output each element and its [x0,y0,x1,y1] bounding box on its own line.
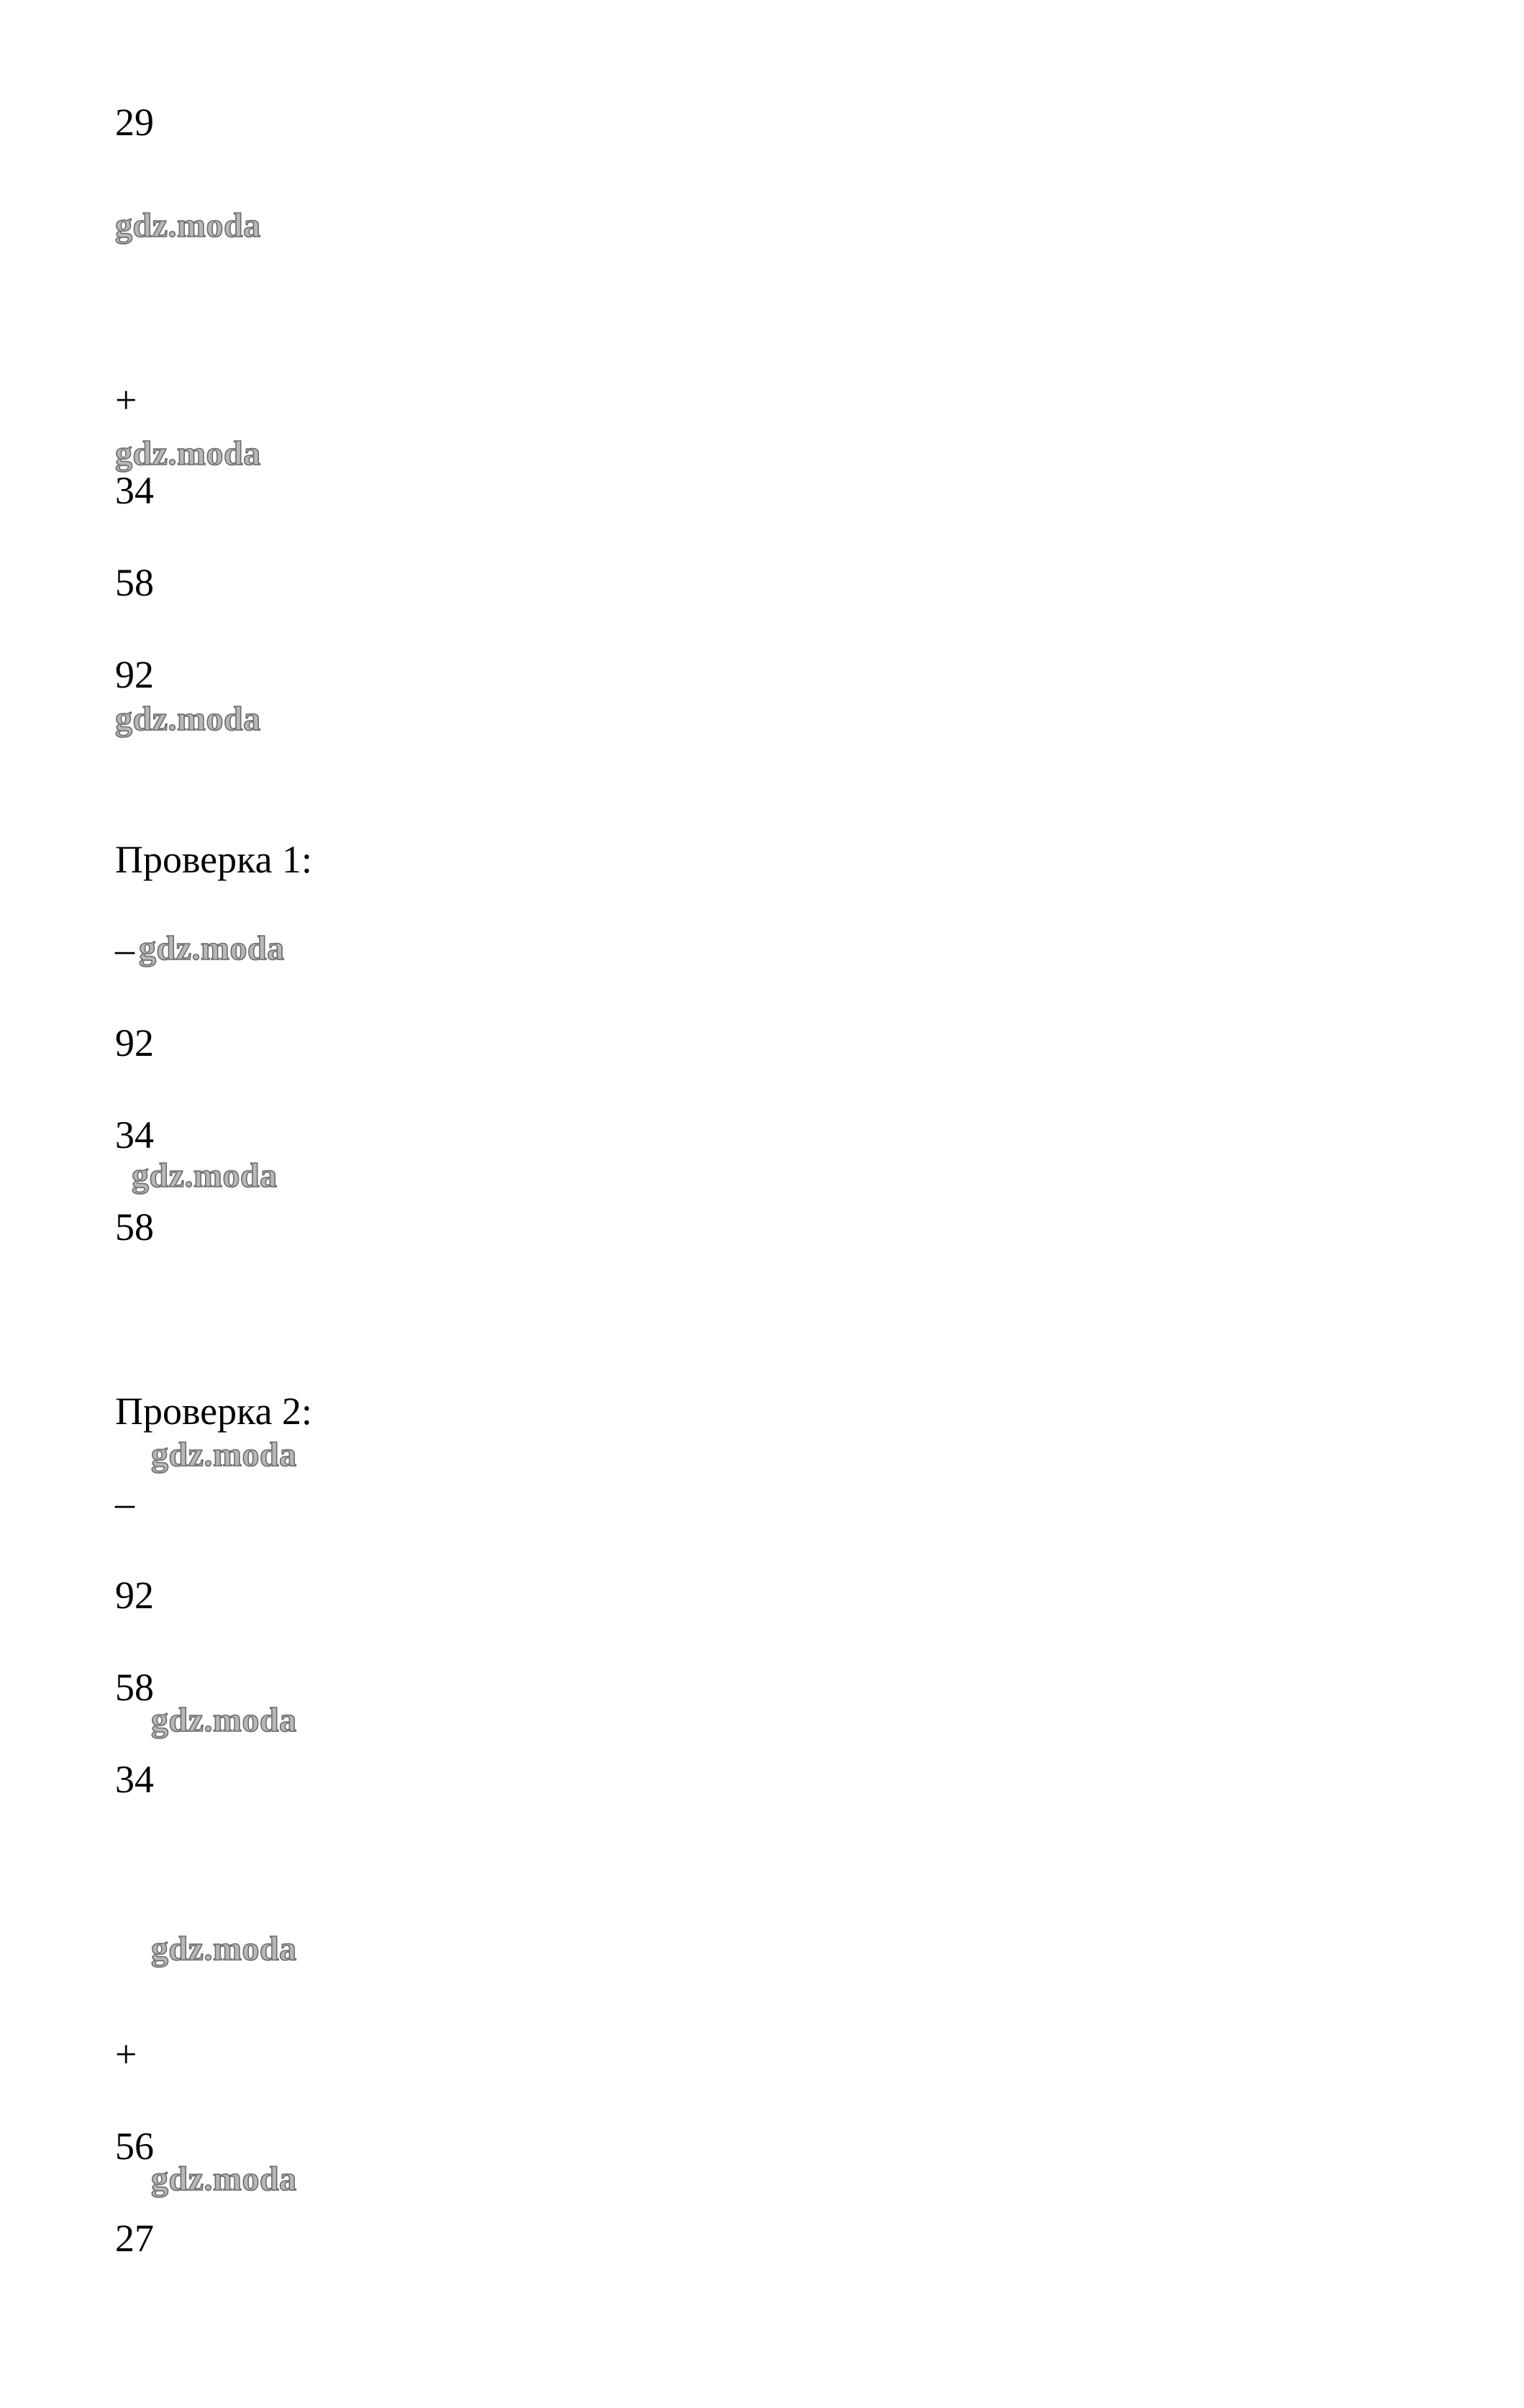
line-29: 29 [115,101,154,144]
watermark-logo: gdz.moda [151,1436,297,1474]
line-plus-sign: + [115,378,137,421]
watermark-logo: gdz.moda [151,2160,297,2198]
line-27: 27 [115,2217,154,2260]
check-2-heading: Проверка 2: [115,1390,313,1433]
watermark-logo: gdz.moda [151,1930,297,1968]
line-minus-sign: – [115,928,134,971]
watermark-logo: gdz.moda [132,1157,278,1195]
line-58: 58 [115,561,154,604]
check-1-heading: Проверка 1: [115,838,313,881]
line-34: 34 [115,1113,154,1157]
line-92: 92 [115,1574,154,1617]
line-92: 92 [115,1021,154,1064]
line-92: 92 [115,653,154,696]
watermark-logo: gdz.moda [151,1701,297,1739]
line-58: 58 [115,1205,154,1249]
watermark-logo: gdz.moda [115,434,261,473]
watermark-logo: gdz.moda [139,929,285,967]
line-56: 56 [115,2125,154,2168]
line-plus-sign: + [115,2033,137,2076]
watermark-logo: gdz.moda [115,700,261,738]
line-58: 58 [115,1666,154,1709]
watermark-logo: gdz.moda [115,206,261,245]
line-34: 34 [115,1758,154,1801]
line-34: 34 [115,469,154,512]
line-minus-sign: – [115,1482,134,1525]
